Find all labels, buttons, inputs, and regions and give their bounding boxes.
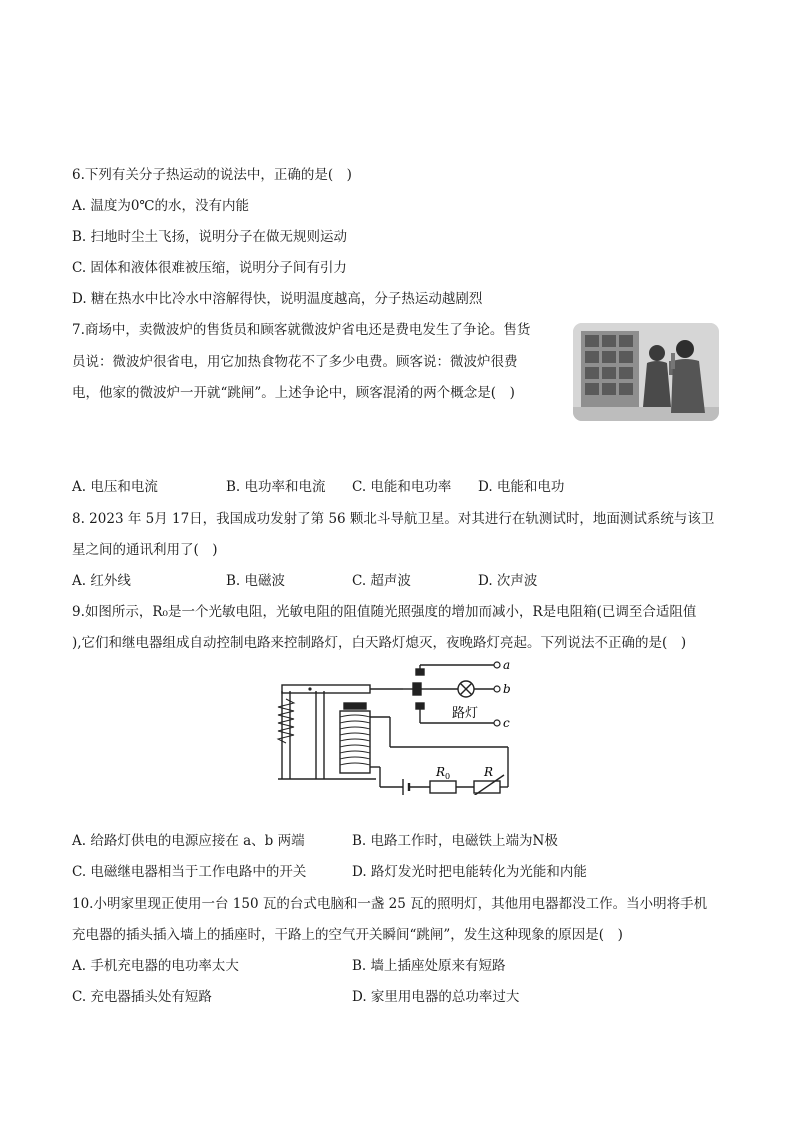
relay-circuit-diagram: [268, 655, 528, 799]
q6-option-d: D. 糖在热水中比冷水中溶解得快，说明温度越高，分子热运动越剧烈: [72, 291, 483, 307]
q10-option-c: C. 充电器插头处有短路: [72, 989, 212, 1005]
q7-option-d: D. 电能和电功: [478, 479, 565, 495]
q9-stem-line-1: 9.如图所示，R₀是一个光敏电阻，光敏电阻的阻值随光照强度的增加而减小，R是电阻箱(已调至合适阻值: [72, 604, 697, 620]
q7-option-b: B. 电功率和电流: [226, 479, 326, 495]
q7-stem-line-3: 电，他家的微波炉一开就“跳闸”。上述争论中，顾客混淆的两个概念是( ): [72, 385, 515, 401]
q9-option-c: C. 电磁继电器相当于工作电路中的开关: [72, 864, 307, 880]
q8-option-b: B. 电磁波: [226, 573, 286, 589]
q9-option-b: B. 电路工作时，电磁铁上端为N极: [352, 833, 558, 849]
q8-stem-line-2: 星之间的通讯利用了( ): [72, 542, 218, 558]
q8-option-c: C. 超声波: [352, 573, 411, 589]
q8-option-d: D. 次声波: [478, 573, 538, 589]
r-label: R: [484, 765, 494, 779]
q7-stem-line-1: 7.商场中，卖微波炉的售货员和顾客就微波炉省电还是费电发生了争论。售货: [72, 322, 531, 338]
terminal-c-label: c: [503, 716, 510, 730]
q7-option-c: C. 电能和电功率: [352, 479, 452, 495]
q7-stem-line-2: 员说：微波炉很省电，用它加热食物花不了多少电费。顾客说：微波炉很费: [72, 354, 518, 370]
q10-stem-line-2: 充电器的插头插入墙上的插座时，干路上的空气开关瞬间“跳闸”，发生这种现象的原因是( ): [72, 927, 623, 943]
q9-stem-line-2: ),它们和继电器组成自动控制电路来控制路灯，白天路灯熄灭，夜晚路灯亮起。下列说法不正确的是( ): [72, 635, 687, 651]
lamp-label: 路灯: [452, 706, 479, 721]
terminal-b-label: b: [503, 682, 511, 696]
q10-option-d: D. 家里用电器的总功率过大: [352, 989, 520, 1005]
q6-option-b: B. 扫地时尘土飞扬，说明分子在做无规则运动: [72, 229, 348, 245]
r0-subscript: 0: [445, 772, 451, 781]
q9-option-d: D. 路灯发光时把电能转化为光能和内能: [352, 864, 587, 880]
q10-option-b: B. 墙上插座处原来有短路: [352, 958, 506, 974]
terminal-a-label: a: [503, 658, 511, 672]
q9-option-a: A. 给路灯供电的电源应接在 a、b 两端: [72, 833, 305, 849]
q8-option-a: A. 红外线: [72, 573, 131, 589]
q6-option-a: A. 温度为0℃的水，没有内能: [72, 198, 250, 214]
q10-option-a: A. 手机充电器的电功率太大: [72, 958, 239, 974]
q8-stem-line-1: 8. 2023 年 5月 17日，我国成功发射了第 56 颗北斗导航卫星。对其进行在轨测试时，地面测试系统与该卫: [72, 511, 715, 527]
q6-stem: 6.下列有关分子热运动的说法中，正确的是( ): [72, 167, 352, 183]
r0-label: R: [436, 765, 446, 779]
q7-option-a: A. 电压和电流: [72, 479, 158, 495]
q6-option-c: C. 固体和液体很难被压缩，说明分子间有引力: [72, 260, 347, 276]
microwave-store-photo: [573, 323, 719, 421]
q10-stem-line-1: 10.小明家里现正使用一台 150 瓦的台式电脑和一盏 25 瓦的照明灯，其他用电器都没工作。当小明将手机: [72, 896, 708, 912]
